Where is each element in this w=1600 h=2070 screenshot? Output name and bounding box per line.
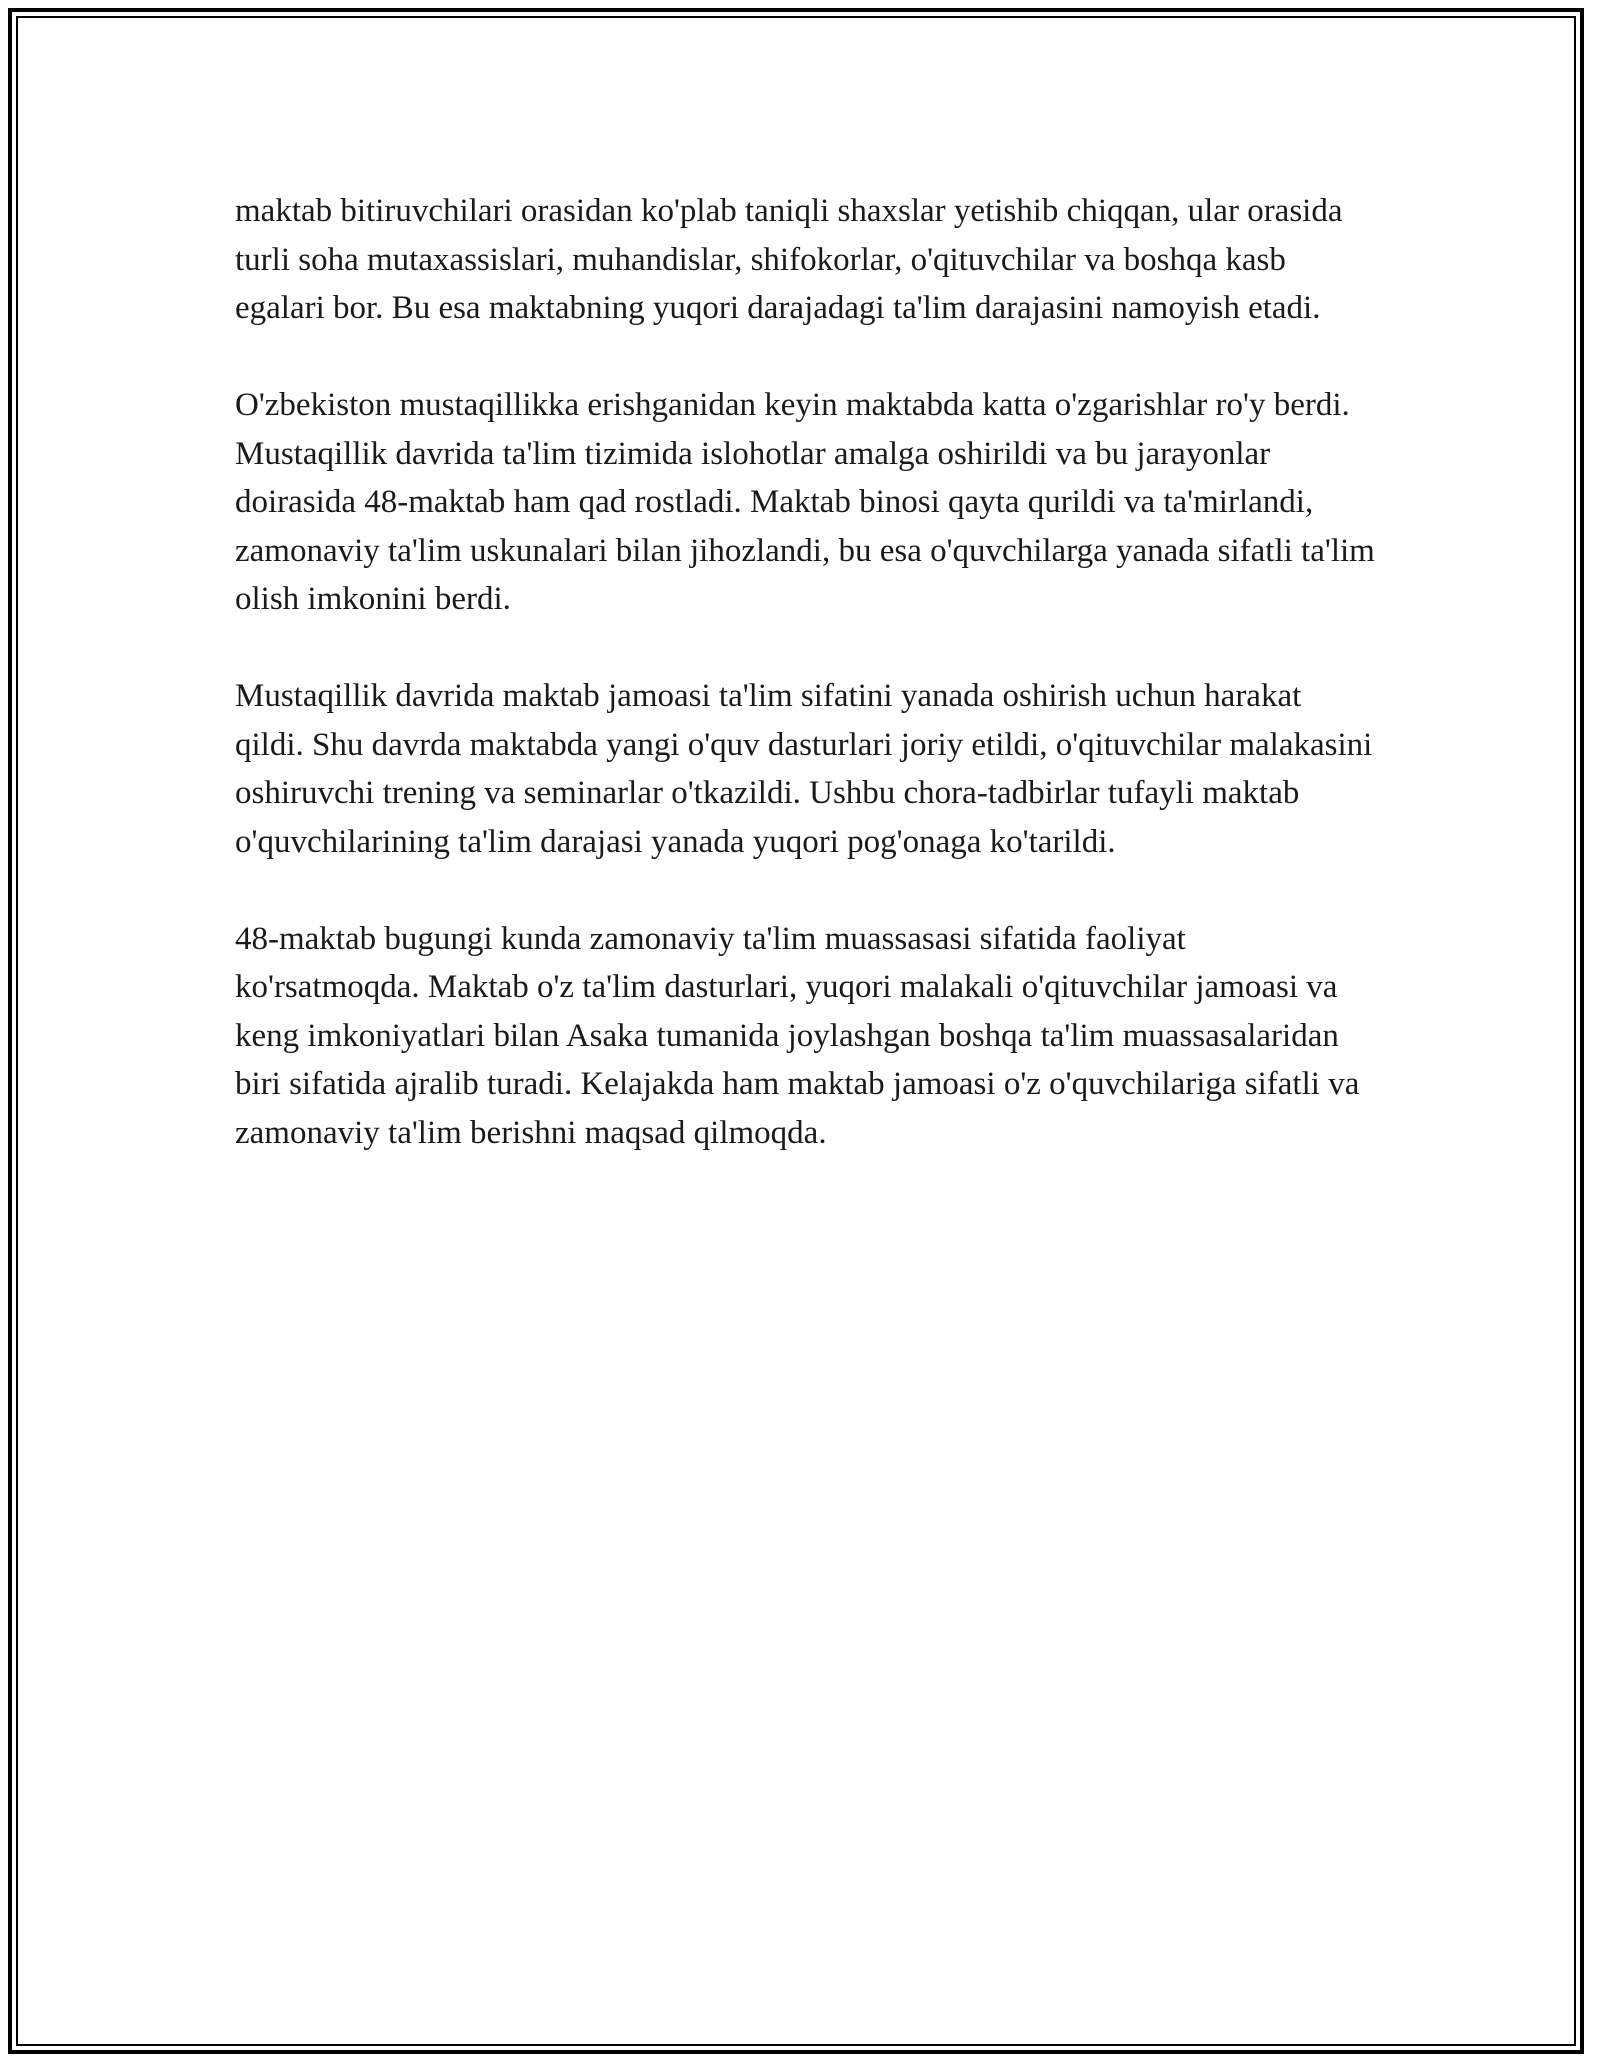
paragraph-3: Mustaqillik davrida maktab jamoasi ta'lim sifatini yanada oshirish uchun harakat qildi. Shu davrda maktabda yangi o'quv dasturlari joriy etildi, o'qituvchilar malakasini oshiruvchi trening va seminarlar o'tkazildi. Ushbu chora-tadbirlar tufayli maktab o'quvchilarining ta'lim darajasi yanada yuqori pog'onaga ko'tarildi. [235, 678, 1373, 860]
document-body [235, 187, 1375, 1206]
paragraph-4: 48-maktab bugungi kunda zamonaviy ta'lim muassasasi sifatida faoliyat ko'rsatmoqda. Maktab o'z ta'lim dasturlari, yuqori malakali o'qituvchilar jamoasi va keng imkoniyatlari bilan Asaka tumanida joylashgan boshqa ta'lim muassasalaridan biri sifatida ajralib turadi. Kelajakda ham maktab jamoasi o'z o'quvchilariga sifatli va zamonaviy ta'lim berishni maqsad qilmoqda. [235, 920, 1360, 1151]
paragraph-2: O'zbekiston mustaqillikka erishganidan keyin maktabda katta o'zgarishlar ro'y berdi. Mustaqillik davrida ta'lim tizimida islohotlar amalga oshirildi va bu jarayonlar doirasida 48-maktab ham qad rostladi. Maktab binosi qayta qurildi va ta'mirlandi, zamonaviy ta'lim uskunalari bilan jihozlandi, bu esa o'quvchilarga yanada sifatli ta'lim olish imkonini berdi. [235, 387, 1375, 617]
paragraph-1: maktab bitiruvchilari orasidan ko'plab taniqli shaxslar yetishib chiqqan, ular orasida turli soha mutaxassislari, muhandislar, shifokorlar, o'qituvchilar va boshqa kasb egalari bor. Bu esa maktabning yuqori darajadagi ta'lim darajasini namoyish etadi. [235, 193, 1343, 326]
